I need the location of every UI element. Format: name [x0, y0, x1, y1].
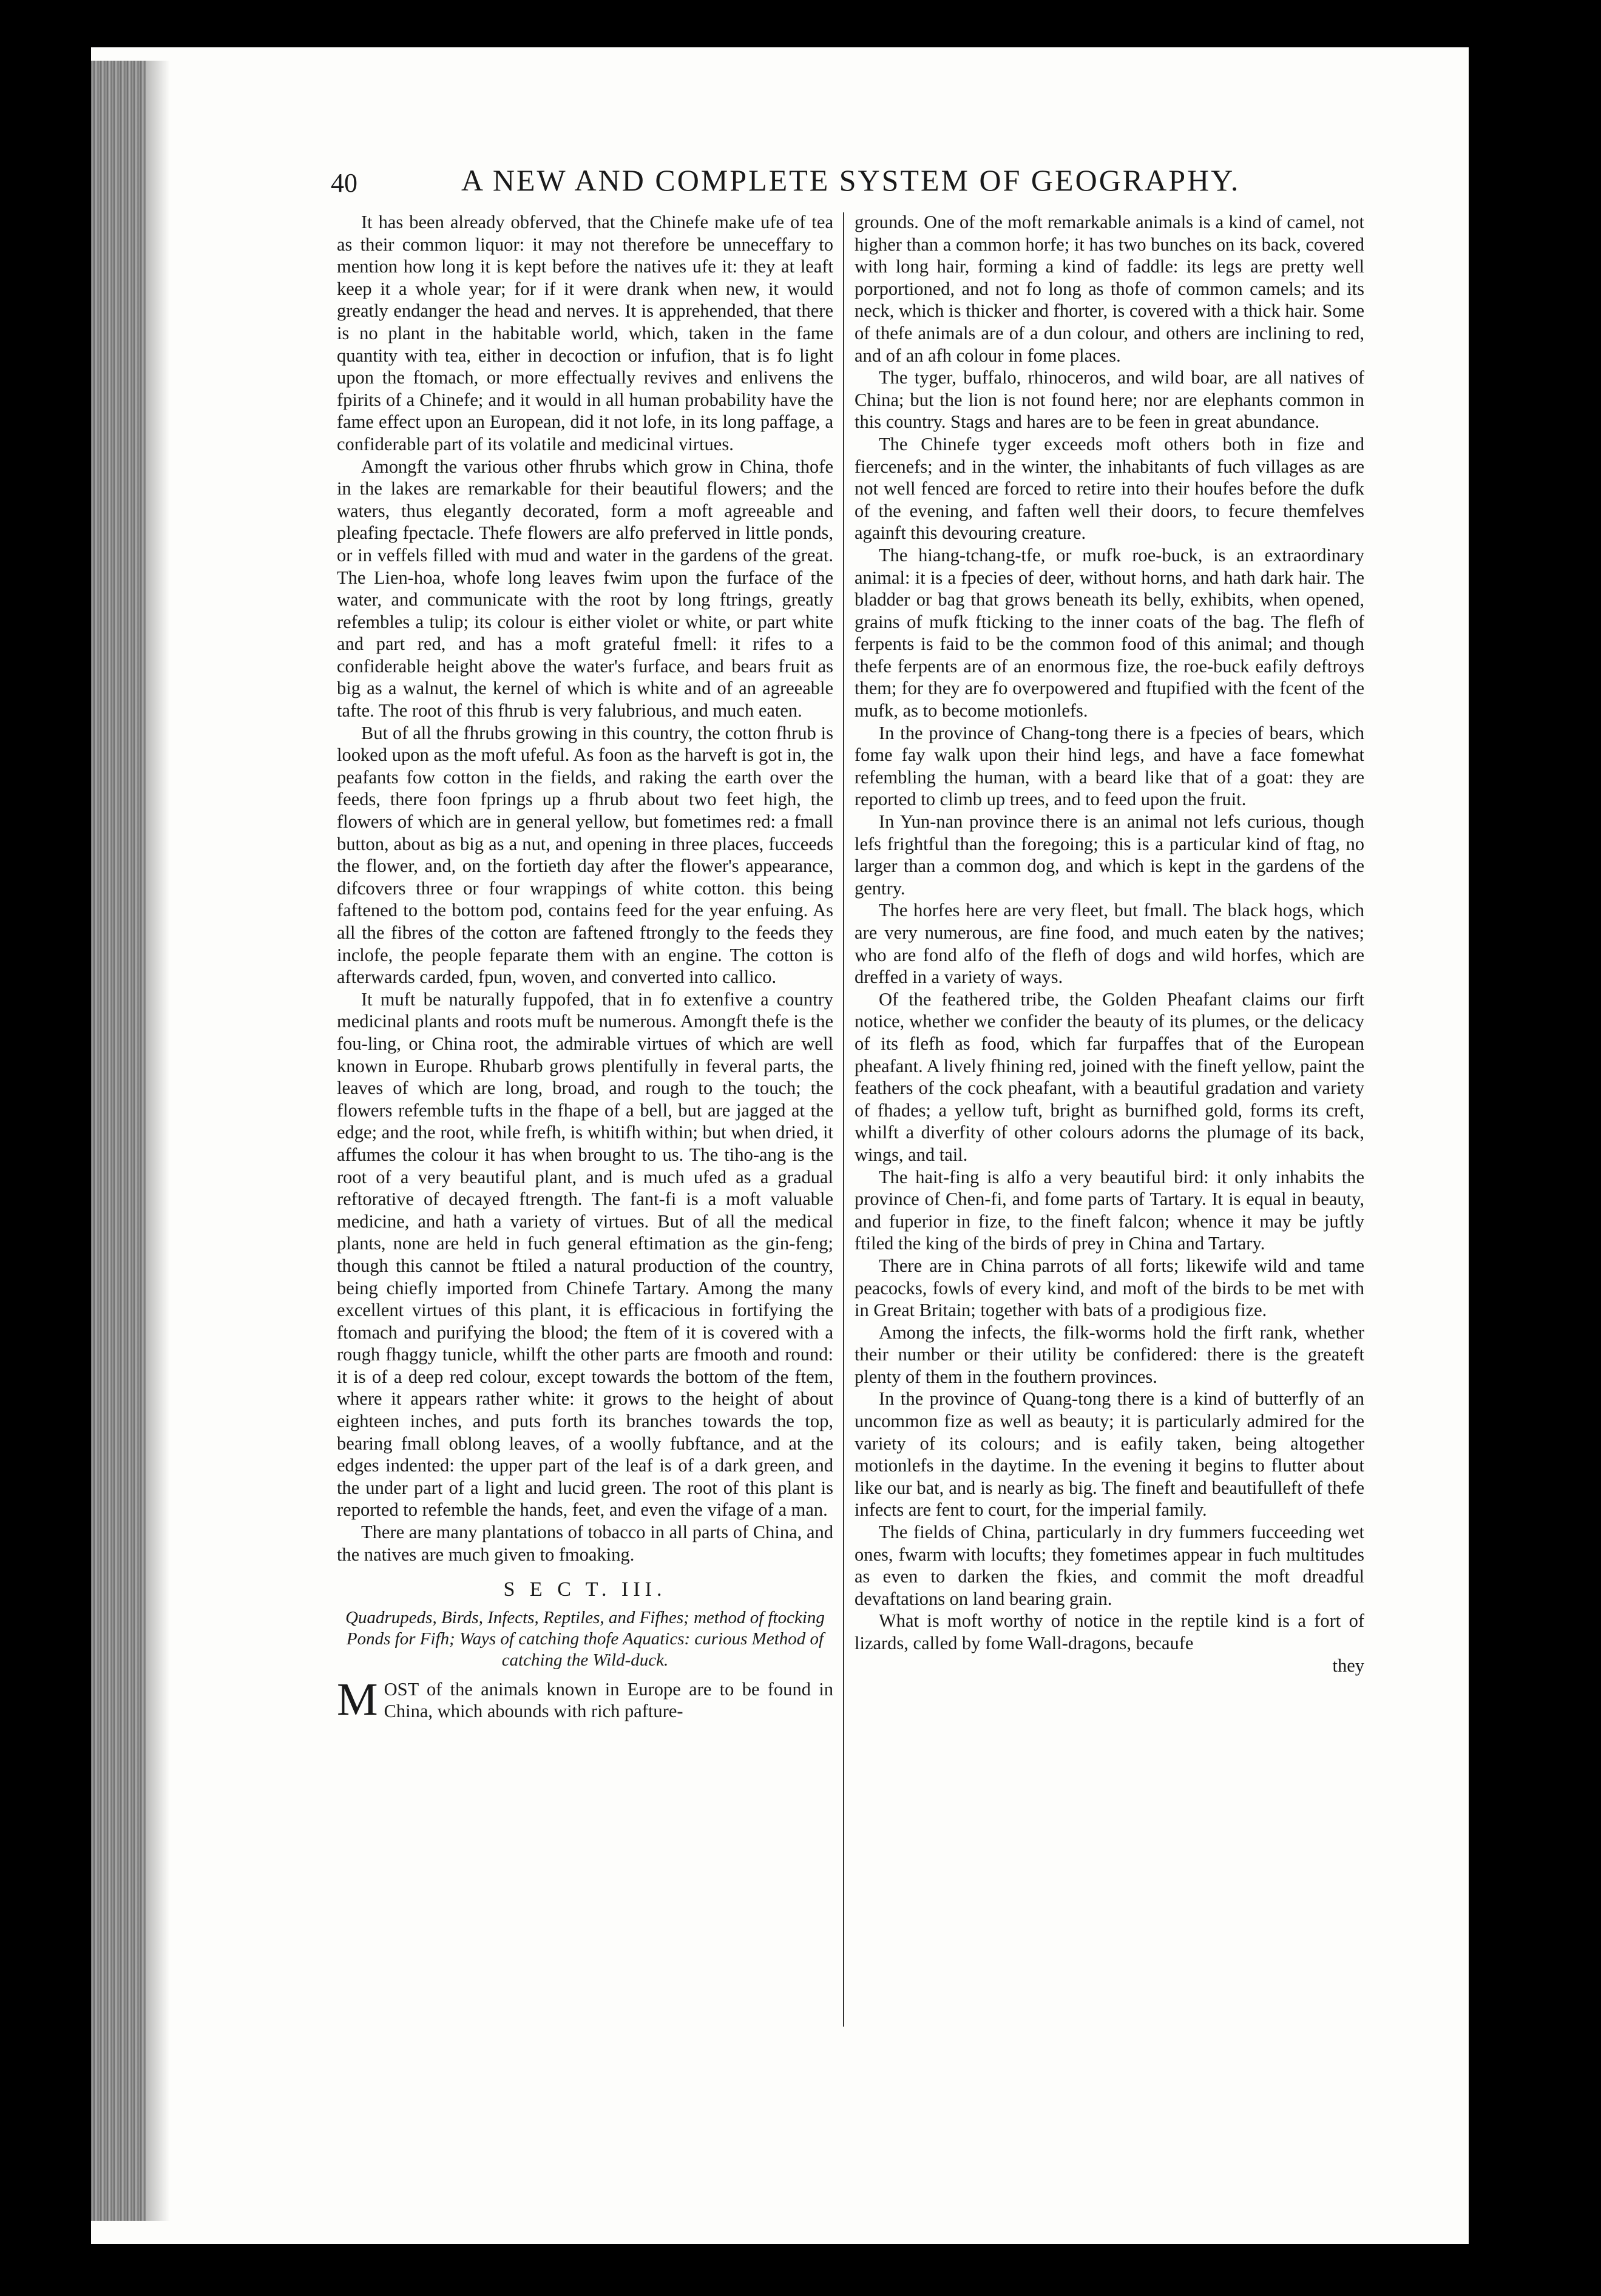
- section-opening-paragraph: [337, 1673, 833, 1725]
- catchword: they: [1332, 1655, 1364, 1676]
- paragraph: The Chinefe tyger exceeds moft others both in fize and fiercenefs; and in the winter, the inhabitants of fuch villages as are not well fenced are forced to retire into their houfes before the dufk of the evening, and faften well their doors, to fecure themfelves againft this devouring creature.: [855, 433, 1364, 544]
- paragraph: In the province of Chang-tong there is a fpecies of bears, which fome fay walk upon their hind legs, and have a face fomewhat refembling the human, with a beard like that of a goat: they are reported to climb up trees, and to feed upon the fruit.: [855, 722, 1364, 810]
- paragraph: The hiang-tchang-tfe, or mufk roe-buck, is an extraordinary animal: it is a fpecies of deer, without horns, and hath dark hair. The bladder or bag that grows beneath its belly, exhibits, when opened, grains of mufk fticking to the inner coats of the bag. The flefh of ferpents is faid to be the common food of this animal; and though thefe ferpents are of an enormous fize, the roe-buck eafily deftroys them; for they are fo overpowered and ftupified with the fcent of the mufk, as to become motionlefs.: [855, 544, 1364, 721]
- paragraph: Of the feathered tribe, the Golden Pheafant claims our firft notice, whether we confider the beauty of its plumes, or the delicacy of its flefh as food, which far furpaffes that of the European pheafant. A lively fhining red, joined with the fineft yellow, paint the feathers of the cock pheafant, with a beautiful gradation and variety of fhades; a yellow tuft, bright as burnifhed gold, forms its creft, whilft a diverfity of other colours adorns the plumage of its back, wings, and tail.: [855, 988, 1364, 1165]
- paragraph: Amongft the various other fhrubs which grow in China, thofe in the lakes are remarkable for their beautiful flowers; and the waters, thus elegantly decorated, form a moft agreeable and pleafing fpectacle. Thefe flowers are alfo preferved in little ponds, or in veffels filled with mud and water in the gardens of the great. The Lien-hoa, whofe long leaves fwim upon the furface of the water, and communicate with the root by long ftrings, greatly refembles a tulip; its colour is either violet or white, or part white and part red, and has a moft grateful fmell: it rifes to a confiderable height above the water's furface, and bears fruit as big as a walnut, the kernel of which is white and of an agreeable tafte. The root of this fhrub is very falubrious, and much eaten.: [337, 456, 833, 721]
- paragraph: grounds. One of the moft remarkable animals is a kind of camel, not higher than a common horfe; it has two bunches on its back, covered with long hair, forming a kind of faddle: its legs are pretty well porportioned, and not fo long as thofe of common camels; and its neck, which is thicker and fhorter, is covered with a thick hair. Some of thefe animals are of a dun colour, and others are inclining to red, and of an afh colour in fome places.: [855, 212, 1364, 366]
- left-column: [337, 211, 833, 1723]
- paragraph: But of all the fhrubs growing in this country, the cotton fhrub is looked upon as the moft ufeful. As foon as the harveft is got in, the peafants fow cotton in the fields, and raking the earth over the feeds, there foon fprings up a fhrub about two feet high, the flowers of which are in general yellow, but fometimes red: a fmall button, about as big as a nut, and opening in three places, fucceeds the flower, and, on the fortieth day after the flower's appearance, difcovers three or four wrappings of white cotton. this being faftened to the bottom pod, contains feed for the year enfuing. As all the fibres of the cotton are faftened ftrongly to the feeds they inclofe, the people feparate them with an engine. The cotton is afterwards carded, fpun, woven, and converted into callico.: [337, 722, 833, 988]
- opening-text: OST of the animals known in Europe are to be found in China, which abounds with rich pafture-: [384, 1678, 833, 1722]
- gutter-shadow: [146, 61, 170, 2221]
- paragraph: The horfes here are very fleet, but fmall. The black hogs, which are very numerous, are fine food, and much eaten by the natives; who are fond alfo of the flefh of dogs and wild horfes, which are dreffed in a variety of ways.: [855, 900, 1364, 988]
- page-number: 40: [331, 168, 357, 198]
- paragraph: It has been already obferved, that the Chinefe make ufe of tea as their common liquor: it may not therefore be unneceffary to mention how long it is kept before the natives ufe it: they at leaft keep it a whole year; for if it were drank when new, it would greatly endanger the head and nerves. It is apprehended, that there is no plant in the habitable world, which, taken in the fame quantity with tea, either in decoction or infufion, that is fo light upon the ftomach, or more effectually revives and enlivens the fpirits of a Chinefe; and it would in all human probability have the fame effect upon an European, did it not lofe, in its long paffage, a confiderable part of its volatile and medicinal virtues.: [337, 212, 833, 454]
- drop-cap: M: [337, 1673, 378, 1725]
- paragraph: There are many plantations of tobacco in all parts of China, and the natives are much given to fmoaking.: [337, 1522, 833, 1565]
- paragraph: In Yun-nan province there is an animal not lefs curious, though lefs frightful than the foregoing; this is a particular kind of ftag, no larger than a common dog, and which is kept in the gardens of the gentry.: [855, 811, 1364, 899]
- paragraph: It muft be naturally fuppofed, that in fo extenfive a country medicinal plants and roots muft be numerous. Amongft thefe is the fou-ling, or China root, the admirable virtues of which are well known in Europe. Rhubarb grows plentifully in feveral parts, the leaves of which are long, broad, and rough to the touch; the flowers refemble tufts in the fhape of a bell, but are jagged at the edge; and the root, while frefh, is whitifh within; but when dried, it affumes the colour it has when brought to us. The tiho-ang is the root of a very beautiful plant, and is much ufed as a gradual reftorative of decayed ftrength. The fant-fi is a moft valuable medicine, and hath a variety of virtues. But of all the medical plants, none are held in fuch general eftimation as the gin-feng; though this cannot be ftiled a natural production of the country, being chiefly imported from Chinefe Tartary. Among the many excellent virtues of this plant, it is efficacious in fortifying the ftomach and purifying the blood; the ftem of it is covered with a rough fhaggy tunicle, whilft the other parts are fmooth and round: it is of a deep red colour, except towards the bottom of the ftem, where it appears rather white: it grows to the height of about eighteen inches, and puts forth its branches towards the top, bearing fmall oblong leaves, of a woolly fubftance, and at the edges indented: the upper part of the leaf is of a dark green, and the under part of a light and lucid green. The root of this plant is reported to refemble the hands, feet, and even the vifage of a man.: [337, 988, 833, 1521]
- paragraph: The hait-fing is alfo a very beautiful bird: it only inhabits the province of Chen-fi, and fome parts of Tartary. It is equal in beauty, and fuperior in fize, to the fineft falcon; whence it may be juftly ftiled the king of the birds of prey in China and Tartary.: [855, 1166, 1364, 1254]
- paragraph: In the province of Quang-tong there is a kind of butterfly of an uncommon fize as well as beauty; it is particularly admired for the variety of its colours; and is eafily taken, being altogether motionlefs in the daytime. In the evening it begins to flutter about like our bat, and is nearly as big. The fineft and beautifulleft of thefe infects are fent to court, for the imperial family.: [855, 1388, 1364, 1521]
- paragraph: There are in China parrots of all forts; likewife wild and tame peacocks, fowls of every kind, and moft of the birds to be met with in Great Britain; together with bats of a prodigious fize.: [855, 1255, 1364, 1321]
- section-heading: S E C T. III.: [503, 1578, 667, 1601]
- paragraph: What is moft worthy of notice in the reptile kind is a fort of lizards, called by fome Wall-dragons, becaufe: [855, 1610, 1364, 1653]
- running-head: A NEW AND COMPLETE SYSTEM OF GEOGRAPHY.: [461, 163, 1241, 197]
- section-summary: Quadrupeds, Birds, Infects, Reptiles, and Fifhes; method of ftocking Ponds for Fifh; Ways of catching thofe Aquatics: curious Method of catching the Wild-duck.: [345, 1607, 825, 1670]
- paragraph: The tyger, buffalo, rhinoceros, and wild boar, are all natives of China; but the lion is not found here; nor are elephants common in this country. Stags and hares are to be feen in great abundance.: [855, 367, 1364, 433]
- paragraph: The fields of China, particularly in dry fummers fucceeding wet ones, fwarm with locufts; they fometimes appear in fuch multitudes as even to darken the fkies, and commit the moft dreadful devaftations on land bearing grain.: [855, 1522, 1364, 1609]
- right-column: [855, 211, 1364, 1676]
- column-divider: [843, 212, 844, 2027]
- paragraph: Among the infects, the filk-worms hold the firft rank, whether their number or their utility be confidered: there is the greateft plenty of them in the fouthern provinces.: [855, 1322, 1364, 1387]
- book-page-edges: [91, 61, 146, 2221]
